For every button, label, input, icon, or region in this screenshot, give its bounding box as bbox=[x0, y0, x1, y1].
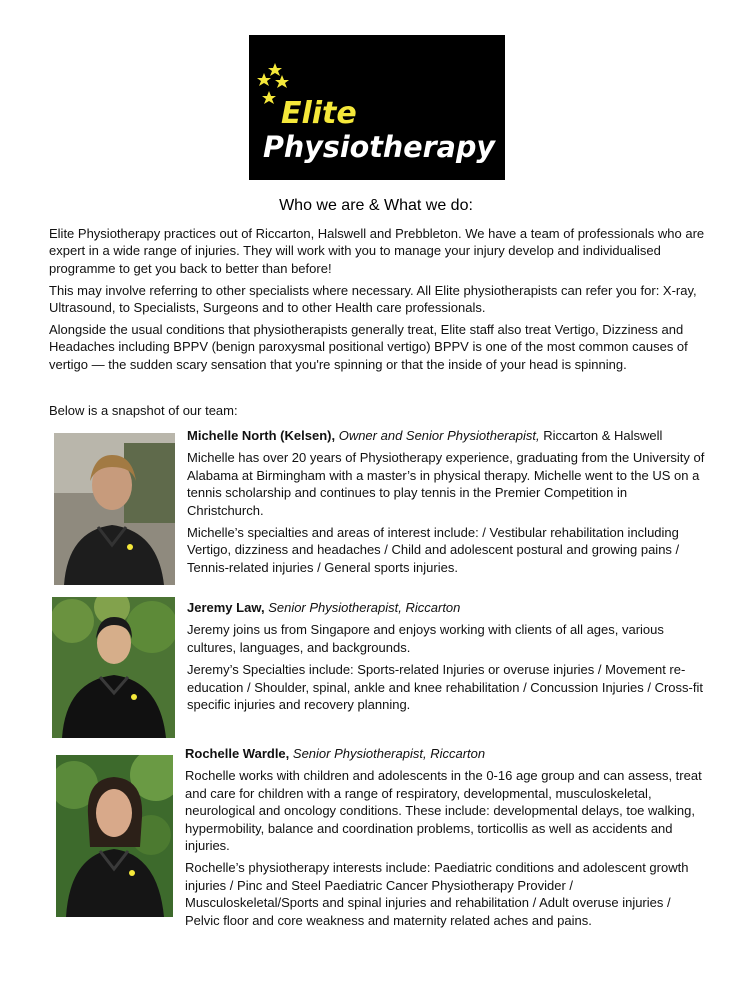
team-intro: Below is a snapshot of our team: bbox=[49, 403, 238, 418]
intro-paragraph-1: Elite Physiotherapy practices out of Riccarton, Halswell and Prebbleton. We have a team of professionals who are expert in a wide range of injuries. They will work with you to manage your injury develop and individualised programme to get you back to better than before! bbox=[49, 226, 705, 276]
member-role: Senior Physiotherapist, Riccarton bbox=[268, 600, 461, 615]
member-bio: Michelle has over 20 years of Physiotherapy experience, graduating from the University of Alabama at Birmingham with a master’s in physical therapy. Michelle went to the US on a tennis scholarship and continues to play tennis in the Premier Competition in Christchurch. bbox=[187, 450, 705, 518]
member-bio: Jeremy joins us from Singapore and enjoys working with clients of all ages, various cultures, languages, and backgrounds. bbox=[187, 622, 664, 655]
michelle-title-line bbox=[187, 427, 707, 444]
logo-graphic bbox=[249, 35, 505, 180]
member-specialties: Jeremy’s Specialties include: Sports-related Injuries or overuse injuries / Movement re-education / Shoulder, spinal, ankle and knee rehabilitation / Concussion Injuries / Cross-fit specific injuries and recovery planning. bbox=[187, 662, 703, 713]
member-location: Riccarton & Halswell bbox=[543, 428, 663, 443]
member-name: Michelle North (Kelsen), bbox=[187, 428, 336, 443]
jeremy-title-line bbox=[187, 599, 707, 616]
member-specialties: Michelle’s specialties and areas of interest include: / Vestibular rehabilitation including Vertigo, dizziness and headaches / Child and adolescent postural and growing pains / Tennis-related injuries / General sports injuries. bbox=[187, 525, 680, 575]
logo-line1: Elite bbox=[281, 96, 357, 131]
rochelle-title-line bbox=[185, 745, 707, 762]
rochelle-photo bbox=[56, 755, 173, 917]
intro-paragraph-2: This may involve referring to other specialists where necessary. All Elite physiotherapists can refer you for: X-ray, Ultrasound, to Specialists, Surgeons and to other Health care professionals. bbox=[49, 283, 697, 316]
logo-line2: Physiotherapy bbox=[263, 130, 497, 164]
member-name: Jeremy Law, bbox=[187, 600, 265, 615]
page-heading: Who we are & What we do: bbox=[279, 197, 473, 214]
michelle-photo bbox=[54, 433, 175, 585]
elite-physiotherapy-logo bbox=[249, 35, 505, 180]
member-name: Rochelle Wardle, bbox=[185, 746, 290, 761]
jeremy-photo bbox=[52, 597, 175, 738]
member-role: Senior Physiotherapist, Riccarton bbox=[292, 746, 486, 761]
intro-paragraph-3: Alongside the usual conditions that physiotherapists generally treat, Elite staff also treat Vertigo, Dizziness and Headaches including BPPV (benign paroxysmal positional vertigo) BPPV is one of the most common causes of vertigo — the sudden scary sensation that you're spinning or that the inside of your head is spinning. bbox=[49, 322, 688, 372]
member-bio: Rochelle works with children and adolescents in the 0-16 age group and can assess, treat and care for children with a range of respiratory, developmental, musculoskeletal, neurological and oncology conditions. These include: developmental delays, toe walking, hypermobility, balance and coordination problems, torticollis as well as accidents and injuries. bbox=[185, 768, 702, 854]
member-specialties: Rochelle’s physiotherapy interests include: Paediatric conditions and adolescent growth injuries / Pinc and Steel Paediatric Cancer Physiotherapy Provider / Musculoskeletal/Sports and spinal injuries and rehabilitation / Adult overuse injuries / Pelvic floor and core weakness and maternity related aches and pains. bbox=[185, 860, 689, 928]
member-role: Owner and Senior Physiotherapist, bbox=[338, 428, 540, 443]
